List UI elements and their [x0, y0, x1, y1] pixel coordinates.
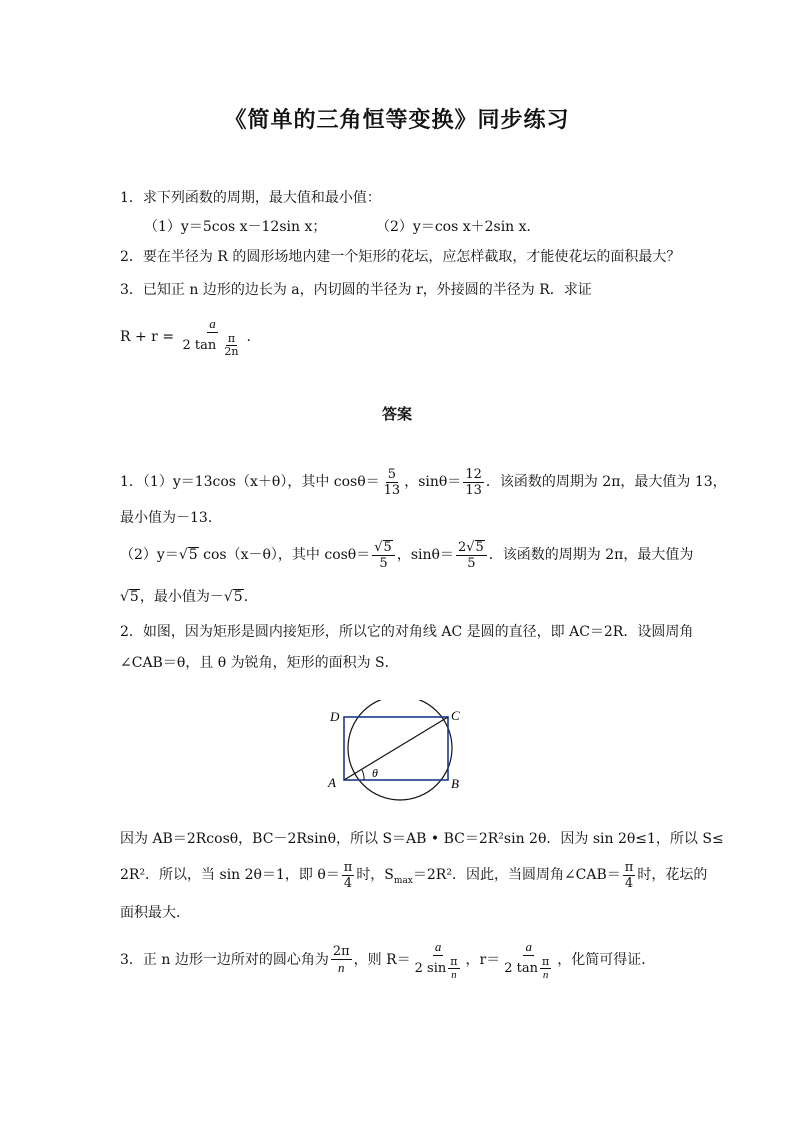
answer-2-line-5: 面积最大．	[120, 905, 190, 921]
question-1: 1．求下列函数的周期，最大值和最小值：	[120, 190, 381, 206]
answer-2-line-1: 2．如图，因为矩形是圆内接矩形，所以它的对角线 AC 是圆的直径，即 AC＝2R．设圆周角	[120, 624, 694, 640]
answer-2-line-2: ∠CAB＝θ，且 θ 为锐角，矩形的面积为 S．	[120, 655, 399, 671]
fraction: $\frac{12}{13}$	[465, 466, 482, 498]
answer-3: 3．正 n 边形一边所对的圆心角为 $\frac{2\pi}{n}$ ，则 R＝ a 2 sin $\frac{\pi}{n}$ ，r＝ a 2 tan $\frac{\pi}{n}$ ，化简可得证．	[120, 939, 656, 981]
fraction: $\frac{5}{13}$	[383, 466, 401, 498]
sqrt: √5	[178, 547, 198, 563]
fraction-denominator: 2 tan $\frac{\pi}{2n}$	[182, 332, 239, 358]
fraction: $\frac{\pi}{4}$	[624, 859, 634, 891]
answer-1-line-1: 1．（1）y＝13cos（x＋θ），其中 cosθ＝ $\frac{5}{13}$ ，sinθ＝ $\frac{12}{13}$ ．该函数的周期为 2π，最大值为 13，	[120, 466, 727, 498]
formula-fraction	[181, 316, 245, 358]
fraction: a 2 tan $\frac{\pi}{n}$	[504, 939, 550, 981]
circle	[348, 700, 452, 800]
fraction-numerator: a	[209, 316, 216, 331]
formula-lhs: R + r =	[120, 329, 175, 345]
answer-1-line-4: √5，最小值为－√5．	[120, 589, 258, 605]
question-1-part-1: （1）y＝5cos x－12sin x；	[144, 219, 327, 235]
question-2: 2．要在半径为 R 的圆形场地内建一个矩形的花坛，应怎样截取，才能使花坛的面积最大？	[120, 249, 681, 265]
fraction: $\frac{√5}{5}$	[372, 540, 395, 571]
label-d: D	[330, 709, 340, 724]
question-3-formula: R + r = a 2 tan $\frac{\pi}{2n}$ .	[120, 316, 251, 358]
label-theta: θ	[372, 766, 378, 780]
answer-heading: 答案	[381, 405, 412, 423]
inscribed-rectangle-diagram	[326, 700, 476, 805]
fraction: $\frac{2\pi}{n}$	[332, 944, 350, 975]
fraction: $\frac{\pi}{4}$	[343, 859, 353, 891]
label-c: C	[451, 708, 460, 723]
question-1-part-2: （2）y＝cos x＋2sin x．	[376, 219, 541, 235]
answer-2-line-4: 2R²．所以，当 sin 2θ＝1，即 θ＝ $\frac{\pi}{4}$ 时，$S_{max}=2R^2$．因此，当圆周角∠CAB＝ $\frac{\pi}{4}$ 时，花坛的	[120, 859, 708, 891]
fraction: $\frac{2√5}{5}$	[456, 540, 487, 571]
answer-1-line-3: （2）y＝√5 cos（x－θ），其中 cosθ＝ $\frac{√5}{5}$ ，sinθ＝ $\frac{2√5}{5}$ ．该函数的周期为 2π，最大值为	[120, 535, 693, 575]
question-3: 3．已知正 n 边形的边长为 a，内切圆的半径为 r，外接圆的半径为 R．求证	[120, 282, 592, 298]
angle-arc	[362, 770, 364, 780]
fraction: a 2 sin $\frac{\pi}{n}$	[414, 939, 458, 981]
answer-1-line-2: 最小值为－13．	[120, 510, 222, 526]
page-title: 《简单的三角恒等变换》同步练习	[224, 107, 570, 133]
inner-fraction: $\frac{\pi}{2n}$	[224, 332, 239, 358]
label-a: A	[328, 775, 336, 790]
label-b: B	[451, 776, 459, 791]
answer-2-line-3: 因为 AB＝2Rcosθ，BC－2Rsinθ，所以 S＝AB • BC＝2R²sin 2θ．因为 sin 2θ≤1，所以 S≤	[120, 831, 724, 847]
diagonal-ac	[344, 717, 448, 780]
